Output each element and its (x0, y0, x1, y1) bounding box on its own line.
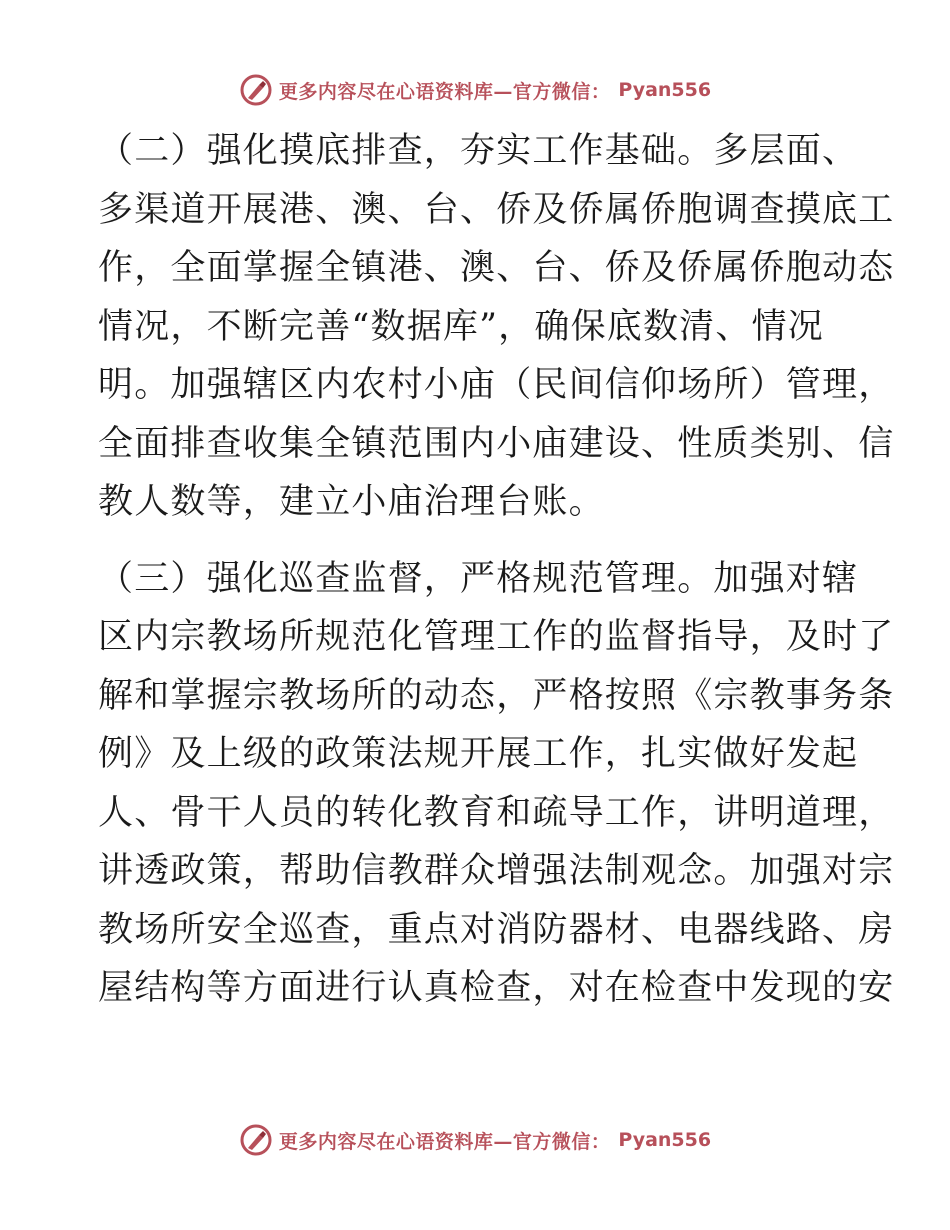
banner-text: 更多内容尽在心语资料库—官方微信： (278, 1130, 611, 1153)
text-line: 解和掌握宗教场所的动态，严格按照《宗教事务条 (98, 675, 895, 716)
text-line: 作，全面掌握全镇港、澳、台、侨及侨属侨胞动态 (98, 248, 895, 288)
header-banner (0, 70, 950, 110)
text-line: 屋结构等方面进行认真检查，对在检查中发现的安 (98, 968, 895, 1008)
text-line: 区内宗教场所规范化管理工作的监督指导，及时了 (98, 617, 895, 657)
text-line: 全面排查收集全镇范围内小庙建设、性质类别、信 (98, 423, 895, 464)
text-line: （二）强化摸底排查，夯实工作基础。多层面、 (98, 131, 859, 171)
text-line: 教场所安全巡查，重点对消防器材、电器线路、房 (98, 909, 895, 950)
text-line: 情况，不断完善“数据库”，确保底数清、情况 (98, 306, 824, 347)
footer-banner (0, 1120, 950, 1160)
pen-circle-icon (239, 1123, 273, 1157)
paragraph-2 (98, 122, 895, 532)
banner-text: 更多内容尽在心语资料库—官方微信： (278, 80, 611, 103)
text-line: 例》及上级的政策法规开展工作，扎实做好发起 (98, 734, 859, 774)
banner-wechat-id: Pyan556 (618, 79, 712, 101)
text-line: 教人数等，建立小庙治理台账。 (98, 482, 605, 522)
text-line: 多渠道开展港、澳、台、侨及侨属侨胞调查摸底工 (98, 189, 895, 230)
banner-wechat-id: Pyan556 (618, 1129, 712, 1151)
document-body (98, 122, 895, 1018)
text-line: 讲透政策，帮助信教群众增强法制观念。加强对宗 (98, 851, 895, 891)
pen-circle-icon (239, 73, 273, 107)
text-line: 人、骨干人员的转化教育和疏导工作，讲明道理， (98, 792, 895, 833)
paragraph-3 (98, 550, 895, 1018)
text-line: （三）强化巡查监督，严格规范管理。加强对辖 (98, 558, 859, 599)
text-line: 明。加强辖区内农村小庙（民间信仰场所）管理， (98, 365, 895, 405)
